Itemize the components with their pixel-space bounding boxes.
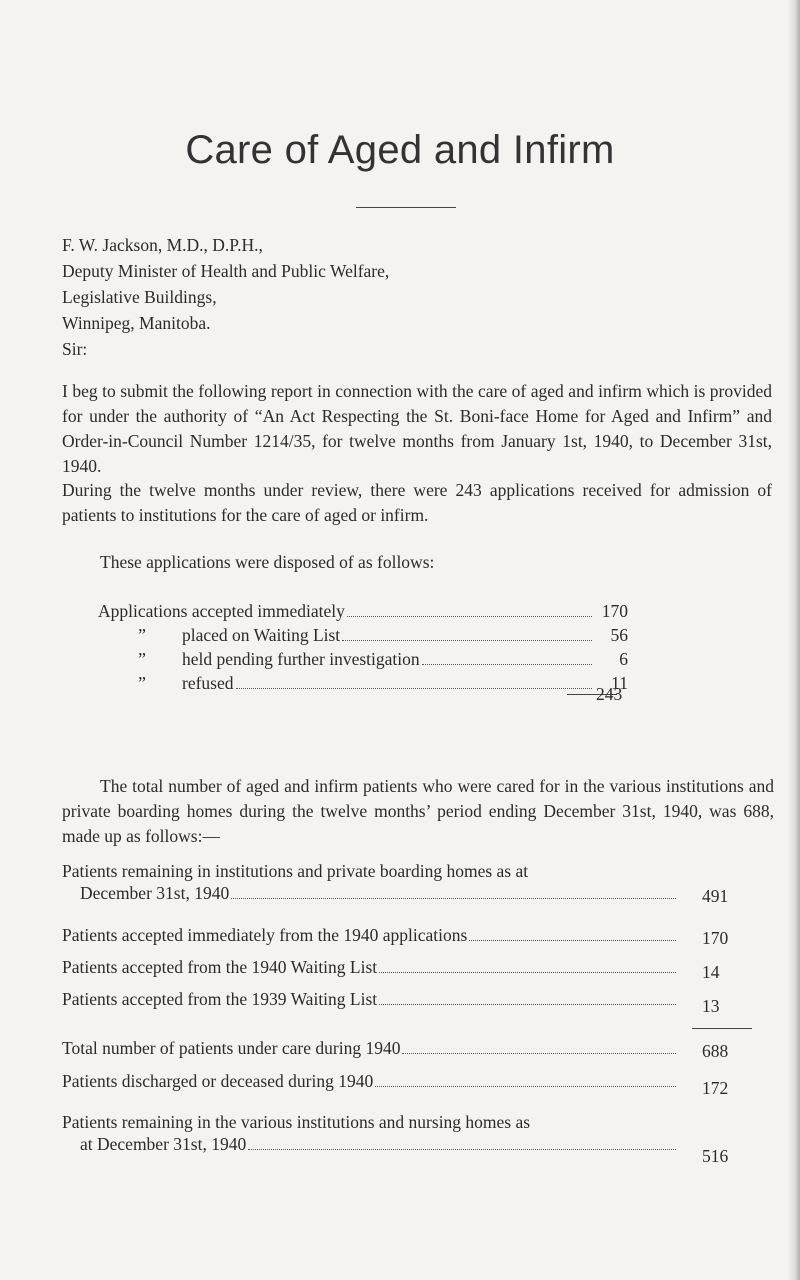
row-text: [62, 988, 682, 1010]
dot-leader: [342, 639, 592, 641]
row-text: [62, 956, 682, 978]
row-label: held pending further investigation: [182, 649, 420, 669]
row-label: Patients discharged or deceased during 1940: [62, 1071, 374, 1091]
row-value: 11: [611, 673, 628, 693]
row-value: 170: [601, 601, 628, 621]
row-label: Patients accepted immediately from the 1940 applications: [62, 925, 468, 945]
row-label: refused: [182, 673, 234, 693]
row-prefix: ”: [138, 649, 146, 669]
dot-leader: [422, 663, 592, 665]
dot-leader: [379, 1003, 676, 1005]
row-label-cont: [62, 956, 682, 978]
paragraph-intro: I beg to submit the following report in connection with the care of aged and infirm which is provided for under the authority of “An Act Respecting the St. Boni-face Home for Aged and Infirm” and Order-in-Council Number 1214/35, for twelve months from January 1st, 1940, to December 31st, 1940.: [62, 381, 772, 476]
row-label: Patients remaining in institutions and private boarding homes as at: [62, 861, 529, 881]
applications-total: 243: [596, 684, 623, 704]
row-text: [62, 1037, 682, 1059]
row-value: 688: [702, 1041, 729, 1061]
row-prefix: ”: [138, 625, 146, 645]
list-item: [98, 649, 628, 673]
list-item: [98, 625, 628, 649]
row-label-cont: [62, 988, 682, 1010]
row-label: placed on Waiting List: [182, 625, 341, 645]
row-text: [62, 860, 682, 904]
row-label-cont: [62, 1037, 682, 1059]
row-label: Total number of patients under care during 1940: [62, 1038, 401, 1058]
dot-leader: [347, 615, 592, 617]
paragraph-total-patients: The total number of aged and infirm patients who were cared for in the various institutions and private boarding homes during the twelve months’ period ending December 31st, 1940, was 688, made up as follows:—: [62, 776, 774, 846]
salutation: Sir:: [62, 339, 88, 359]
row-label: Patients remaining in the various institutions and nursing homes as: [62, 1112, 531, 1132]
address-line: Legislative Buildings,: [62, 287, 217, 307]
dot-leader: [375, 1085, 676, 1087]
row-prefix: Applications: [98, 601, 188, 621]
row-text: [62, 924, 682, 946]
dot-leader: [469, 939, 676, 941]
row-label-cont: [62, 1133, 682, 1155]
list-item: [98, 601, 628, 625]
address-line: F. W. Jackson, M.D., D.P.H.,: [62, 235, 263, 255]
dot-leader: [231, 897, 676, 899]
row-label: Patients accepted from the 1939 Waiting List: [62, 989, 378, 1009]
row-label-cont: [62, 924, 682, 946]
paragraph-applications-received: During the twelve months under review, there were 243 applications received for admission of patients to institutions for the care of aged or infirm.: [62, 480, 772, 525]
address-line: Winnipeg, Manitoba.: [62, 313, 211, 333]
row-label: Patients accepted from the 1940 Waiting List: [62, 957, 378, 977]
page-edge-shadow: [788, 0, 800, 1280]
row-label-cont: [62, 882, 682, 904]
paragraph-disposition-intro: These applications were disposed of as follows:: [100, 552, 435, 572]
dot-leader: [248, 1148, 676, 1150]
dot-leader: [402, 1052, 676, 1054]
row-value: 14: [702, 962, 720, 982]
row-text: [62, 1070, 682, 1092]
dot-leader: [379, 971, 676, 973]
row-prefix: ”: [138, 673, 146, 693]
row-value: 56: [610, 625, 628, 645]
list-item: [98, 673, 628, 697]
address-block: [62, 232, 389, 336]
row-text: [62, 1111, 742, 1155]
row-value: 172: [702, 1078, 729, 1098]
sum-rule: [692, 1028, 752, 1029]
address-line: Deputy Minister of Health and Public Welfare,: [62, 261, 390, 281]
row-value: 170: [702, 928, 729, 948]
row-label-cont: [62, 1070, 682, 1092]
title-divider: [356, 207, 456, 208]
page-title: Care of Aged and Infirm: [185, 128, 615, 172]
row-value: 491: [702, 886, 729, 906]
row-label: December 31st, 1940: [80, 883, 230, 903]
dot-leader: [236, 687, 592, 689]
applications-list: [98, 601, 628, 697]
row-value: 516: [702, 1146, 729, 1166]
row-value: 6: [619, 649, 628, 669]
row-label: at December 31st, 1940: [80, 1134, 247, 1154]
row-label: accepted immediately: [191, 601, 345, 621]
row-value: 13: [702, 996, 720, 1016]
